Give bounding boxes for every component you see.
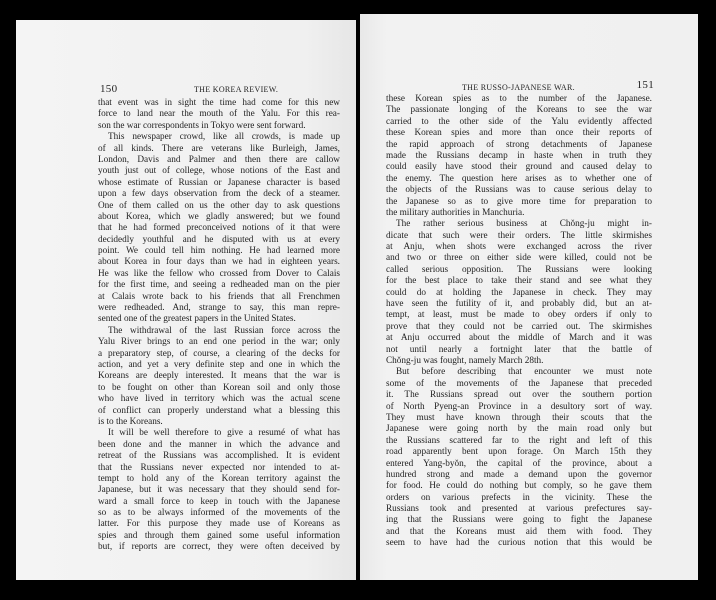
text-line: This newspaper crowd, like all crowds, is made up xyxy=(108,132,340,143)
text-line: who have lived in territory which was the actual scene xyxy=(98,394,340,405)
text-line: so as to be always informed of the movements of the xyxy=(98,508,340,519)
text-line: that the Russians never expected nor intended to at- xyxy=(98,462,340,473)
text-line: for the best place to take their stand and see what they xyxy=(386,276,652,287)
text-line: that he had formed preconceived notions of it that were xyxy=(98,223,340,234)
left-running-head: THE KOREA REVIEW. xyxy=(194,85,279,94)
right-page-header xyxy=(386,78,656,92)
text-line: London, Davis and Palmer and then there are callow xyxy=(98,154,340,165)
text-line: tempt, at least, must be made to obey orders if only to xyxy=(386,310,652,321)
text-line: They must have known through their scouts that the xyxy=(386,412,652,423)
text-line: ward a small force to keep in touch with the Japanese xyxy=(98,496,340,507)
text-line: were redheaded. And, strange to say, this man repre- xyxy=(98,303,340,314)
text-line: It will be well therefore to give a resumé of what has xyxy=(108,428,340,439)
text-line: Yalu River brings to an end one period in the war; only xyxy=(98,337,340,348)
text-line: a preparatory step, of course, a clearing of the decks for xyxy=(98,348,340,359)
text-line: The passionate longing of the Koreans to see the war xyxy=(386,105,652,116)
text-line: could do at holding the Japanese in check. They may xyxy=(386,287,652,298)
text-line: the enemy. The question here arises as to whether one of xyxy=(386,173,652,184)
text-line: Chŏng-ju was fought, namely March 28th. xyxy=(386,355,544,366)
text-line: retreat of the Russians was accomplished. It is evident xyxy=(98,451,340,462)
text-line: The withdrawal of the last Russian force across the xyxy=(108,325,340,336)
text-line: sented one of the greatest papers in the United States. xyxy=(98,314,296,325)
text-line: to be fought on other than Korean soil and only those xyxy=(98,382,340,393)
text-line: whose estimate of Russian or Japanese character is based xyxy=(98,177,340,188)
text-line: Japanese were going north by the main road only but xyxy=(386,424,652,435)
right-page-number: 151 xyxy=(636,79,654,91)
text-line: youth just out of college, whose notions of the East and xyxy=(98,166,340,177)
text-line: spies and through them gained some useful information xyxy=(98,530,340,541)
text-line: Japanese, but it was necessary that they should send for- xyxy=(98,485,340,496)
text-line: orders on various prefects in the vicinity. These the xyxy=(386,492,652,503)
text-line: the objects of the Russians was to cause serious delay to xyxy=(386,185,652,196)
left-page-header xyxy=(98,82,344,96)
text-line: about Korea, which we gladly answered; but we found xyxy=(98,211,340,222)
text-line: called serious opposition. The Russians were looking xyxy=(386,264,652,275)
text-line: of all kinds. There are veterans like Burleigh, James, xyxy=(98,143,340,154)
text-line: of North Pyeng-an Province in a desultory sort of way. xyxy=(386,401,652,412)
text-line: seem to have had the curious notion that this would be xyxy=(386,538,652,549)
text-line: son the war correspondents in Tokyo were sent forward. xyxy=(98,120,306,131)
text-line: One of them called on us the other day to ask questions xyxy=(98,200,340,211)
text-line: the Russians scattered far to the right and left of this xyxy=(386,435,652,446)
text-line: road apparently bent upon forage. On March 15th they xyxy=(386,447,652,458)
text-line: dicate that such were their orders. The little skirmishes xyxy=(386,230,652,241)
text-line: the military authorities in Manchuria. xyxy=(386,207,525,218)
text-line: upon a few days observation from the deck of a steamer. xyxy=(98,189,340,200)
text-line: action, and yet a very definite step and one in which the xyxy=(98,359,340,370)
text-line: of conflict can properly understand what a blessing this xyxy=(98,405,340,416)
right-page-body xyxy=(386,94,652,550)
text-line: hundred strong and made a demand upon the governor xyxy=(386,469,652,480)
text-line: for food. He could do nothing but comply, so he gave them xyxy=(386,481,652,492)
right-page xyxy=(360,14,698,580)
text-line: some of the movements of the Japanese that preceded xyxy=(386,378,652,389)
text-line: at Calais wrote back to his friends that all Frenchmen xyxy=(98,291,340,302)
text-line: made the Russians decamp in haste when in truth they xyxy=(386,150,652,161)
text-line: ing that the Russians were going to fight the Japanese xyxy=(386,515,652,526)
text-line: and two or three on either side were killed, could not be xyxy=(386,253,652,264)
text-line: about Korea in four days than we had in eighteen years. xyxy=(98,257,340,268)
text-line: and that the Koreans must aid them with food. They xyxy=(386,526,652,537)
text-line: Koreans are deeply interested. It means that the war is xyxy=(98,371,340,382)
text-line: He was like the fellow who crossed from Dover to Calais xyxy=(98,268,340,279)
text-line: at Anju, when shots were exchanged across the river xyxy=(386,242,652,253)
text-line: carried to the other side of the Yalu evidently affected xyxy=(386,116,652,127)
text-line: been done and the manner in which the advance and xyxy=(98,439,340,450)
right-running-head: THE RUSSO-JAPANESE WAR. xyxy=(462,83,575,92)
text-line: the Japanese so as to give more time for preparation to xyxy=(386,196,652,207)
text-line: The rather serious business at Chŏng-ju might in- xyxy=(396,219,652,230)
text-line: it. The Russians spread out over the southern portion xyxy=(386,390,652,401)
text-line: tempt to hold any of the Korean territory against the xyxy=(98,473,340,484)
text-line: for the first time, and seeing a redheaded man on the pier xyxy=(98,280,340,291)
text-line: at Anju occurred about the middle of March and it was xyxy=(386,333,652,344)
text-line: force to land near the mouth of the Yalu. For this rea- xyxy=(98,109,340,120)
text-line: but, if reports are correct, they were often deceived by xyxy=(98,542,340,553)
text-line: could easily have stood their ground and caused delay to xyxy=(386,162,652,173)
text-line: not until nearly a fortnight later that the battle of xyxy=(386,344,652,355)
text-line: But before describing that encounter we must note xyxy=(396,367,652,378)
left-page-number: 150 xyxy=(100,83,118,95)
text-line: that event was in sight the time had come for this new xyxy=(98,98,340,108)
text-line: decidedly youthful and he disputed with us at every xyxy=(98,234,340,245)
left-page xyxy=(16,20,356,580)
text-line: latter. For this purpose they made use of Koreans as xyxy=(98,519,340,530)
text-line: Russians took and presented at various prefectures say- xyxy=(386,504,652,515)
text-line: point. We could tell him nothing. He had learned more xyxy=(98,246,340,257)
text-line: have seen the futility of it, and probably did, but an at- xyxy=(386,299,652,310)
text-line: these Korean spies and more than once their reports of xyxy=(386,128,652,139)
text-line: prove that they could not be carried out. The skirmishes xyxy=(386,321,652,332)
text-line: these Korean spies as to the number of the Japanese. xyxy=(386,94,652,104)
text-line: the rapid approach of strong detachments of Japanese xyxy=(386,139,652,150)
left-page-body xyxy=(98,98,340,554)
text-line: is to the Koreans. xyxy=(98,416,163,427)
text-line: entered Yang-byŏn, the capital of the province, about a xyxy=(386,458,652,469)
